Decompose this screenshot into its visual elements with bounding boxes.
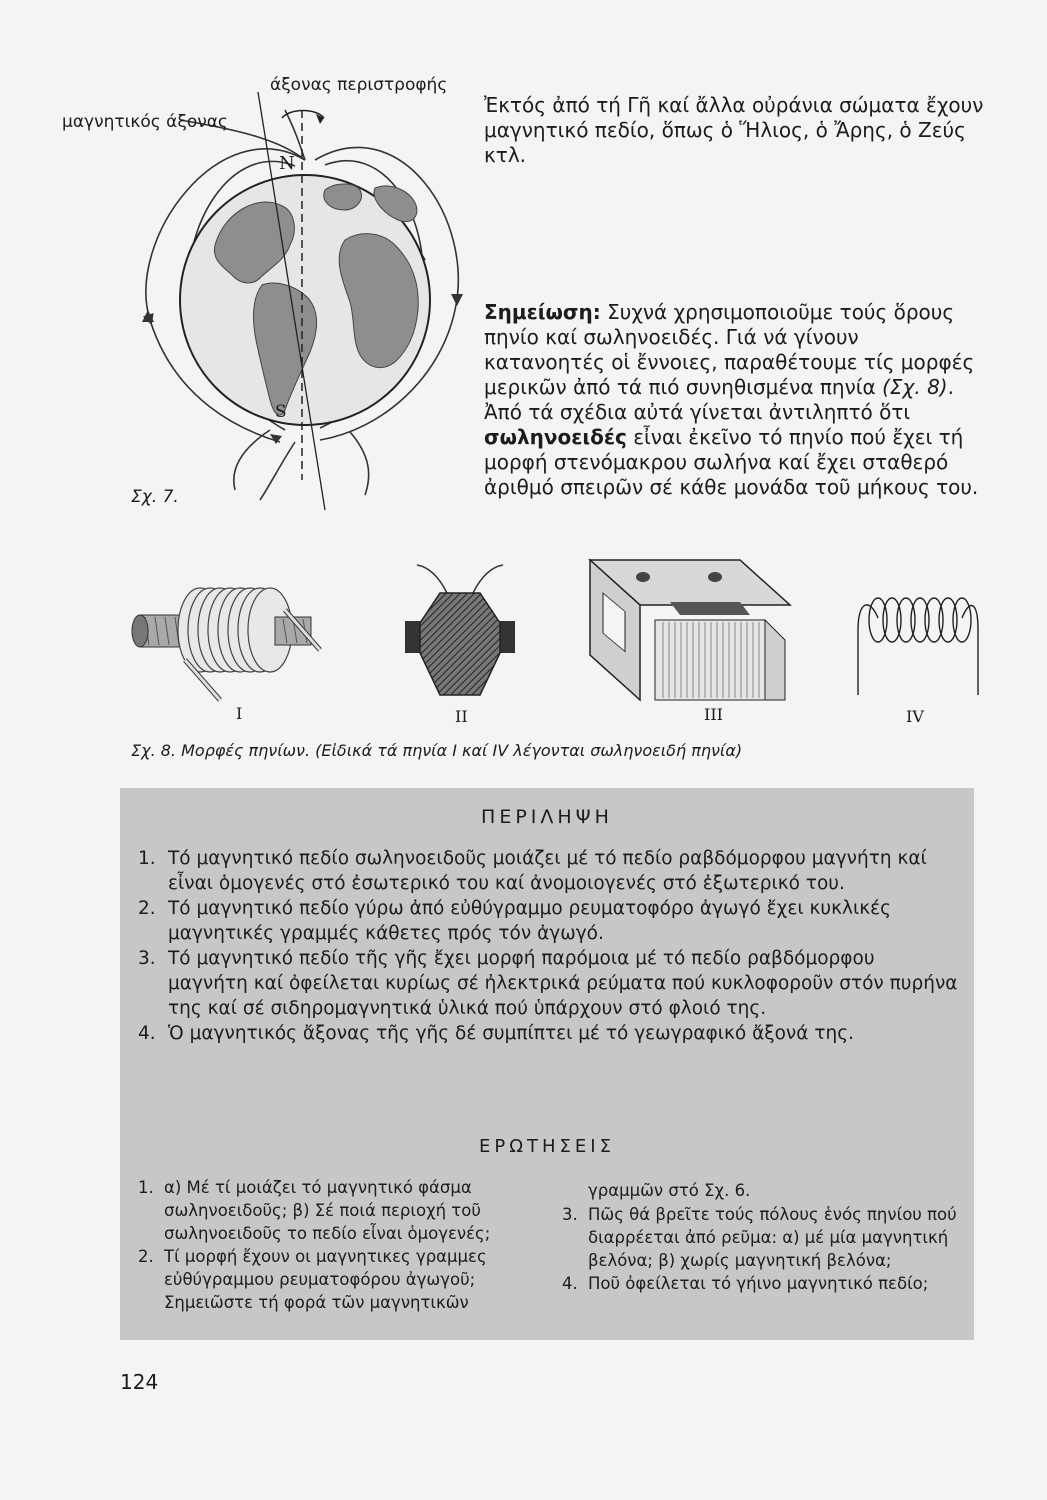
question-text: Ποῦ ὀφείλεται τό γήινο μαγνητικό πεδίο; — [588, 1274, 929, 1293]
questions-right-column — [562, 1203, 962, 1295]
question-item — [138, 1176, 538, 1245]
coil-label-IV: IV — [906, 707, 924, 726]
figure7-caption: Σχ. 7. — [131, 487, 179, 507]
question-item — [138, 1245, 538, 1314]
north-pole-label: N — [279, 153, 295, 174]
summary-item — [138, 946, 960, 1021]
note-text-3: εἶναι ἐκεῖνο τό πηνίο πού ἔχει τή μορφή στενόμακρου σωλήνα καί ἔχει σταθερό ἀριθμό σπειρῶν σέ κάθε μονάδα τοῦ μήκους του. — [484, 425, 979, 499]
note-label: Σημείωση: — [484, 300, 601, 324]
note-text-1: Συχνά χρησιμοποιοῦμε τούς ὅρους πηνίο καί σωληνοειδές. Γιά νά γίνουν κατανοητές οἱ ἔννοιες, παραθέτουμε τίς μορφές μερικῶν ἀπό τά πιό συνηθισμένα πηνία — [484, 300, 975, 399]
summary-item — [138, 846, 960, 896]
question-text: Τί μορφή ἔχουν οι μαγνητικες γραμμες εὐθύγραμμου ρευματοφόρου ἀγωγοῦ; Σημειῶστε τή φορά τῶν μαγνητικῶν — [164, 1247, 487, 1312]
summary-item-number: 3. — [138, 948, 156, 969]
summary-item — [138, 1021, 960, 1046]
summary-item-number: 4. — [138, 1023, 156, 1044]
coil-III-drawing — [585, 550, 795, 710]
question-number: 4. — [562, 1274, 578, 1293]
question-item — [562, 1272, 962, 1295]
summary-title: ΠΕΡΙΛΗΨΗ — [481, 806, 613, 828]
questions-left-column — [138, 1176, 538, 1314]
earth-field-figure — [120, 70, 480, 520]
coil-I-drawing — [125, 565, 325, 715]
magnetic-axis-label: μαγνητικός άξονας — [62, 112, 228, 132]
rotation-axis-label: άξονας περιστροφής — [270, 75, 448, 95]
summary-item-number: 1. — [138, 848, 156, 869]
question-number: 3. — [562, 1205, 578, 1224]
note-paragraph — [484, 300, 984, 500]
page-number: 124 — [120, 1370, 159, 1394]
question-item — [562, 1203, 962, 1272]
south-pole-label: S — [275, 402, 287, 422]
note-term: σωληνοειδές — [484, 425, 627, 449]
summary-item-text: Τό μαγνητικό πεδίο γύρω ἀπό εὐθύγραμμο ρευματοφόρο ἀγωγό ἔχει κυκλικές μαγνητικές γραμμές κάθετες πρός τόν ἀγωγό. — [168, 898, 891, 944]
questions-title: ΕΡΩΤΗΣΕΙΣ — [479, 1136, 615, 1157]
summary-item-number: 2. — [138, 898, 156, 919]
figure8-caption: Σχ. 8. Μορφές πηνίων. (Εἰδικά τά πηνία I καί IV λέγονται σωληνοειδή πηνία) — [131, 741, 743, 760]
summary-item-text: Ὁ μαγνητικός ἄξονας τῆς γῆς δέ συμπίπτει μέ τό γεωγραφικό ἄξονά της. — [168, 1023, 854, 1044]
summary-item — [138, 896, 960, 946]
intro-paragraph: Ἐκτός ἀπό τή Γῆ καί ἄλλα οὐράνια σώματα ἔχουν μαγνητικό πεδίο, ὅπως ὁ Ἥλιος, ὁ Ἄρης, ὁ Ζεύς κτλ. — [484, 93, 984, 167]
coil-II-drawing — [405, 563, 515, 703]
question-number: 1. — [138, 1178, 154, 1197]
coil-IV-drawing — [850, 590, 985, 700]
note-fig-ref: (Σχ. 8) — [882, 375, 948, 399]
coil-label-III: III — [704, 705, 723, 724]
summary-list — [138, 846, 960, 1046]
note-text-2: . Ἀπό τά σχέδια αὐτά γίνεται ἀντιληπτό ὅτι — [484, 375, 954, 424]
summary-item-text: Τό μαγνητικό πεδίο σωληνοειδοῦς μοιάζει μέ τό πεδίο ραβδόμορφου μαγνήτη καί εἶναι ὁμογενές στό ἐσωτερικό του καί ἀνομοιογενές στό ἐξωτερικό του. — [168, 848, 927, 894]
coil-label-II: II — [455, 707, 468, 726]
summary-item-text: Τό μαγνητικό πεδίο τῆς γῆς ἔχει μορφή παρόμοια μέ τό πεδίο ραβδόμορφου μαγνήτη καί ὀφείλεται κυρίως σέ ἠλεκτρικά ρεύματα πού κυκλοφοροῦν στόν πυρήνα της καί σέ σιδηρομαγνητικά ὑλικά πού ὑπάρχουν στό φλοιό της. — [168, 948, 958, 1019]
question-2-continuation: γραμμῶν στό Σχ. 6. — [588, 1181, 751, 1200]
question-text: α) Μέ τί μοιάζει τό μαγνητικό φάσμα σωληνοειδοῦς; β) Σέ ποιά περιοχή τοῦ σωληνοειδοῦς το πεδίο εἶναι ὁμογενές; — [164, 1178, 491, 1243]
question-number: 2. — [138, 1247, 154, 1266]
coil-label-I: I — [236, 704, 243, 723]
question-text: Πῶς θά βρεῖτε τούς πόλους ἑνός πηνίου πού διαρρέεται ἀπό ρεῦμα: α) μέ μία μαγνητική βελόνα; β) χωρίς μαγνητική βελόνα; — [588, 1205, 957, 1270]
